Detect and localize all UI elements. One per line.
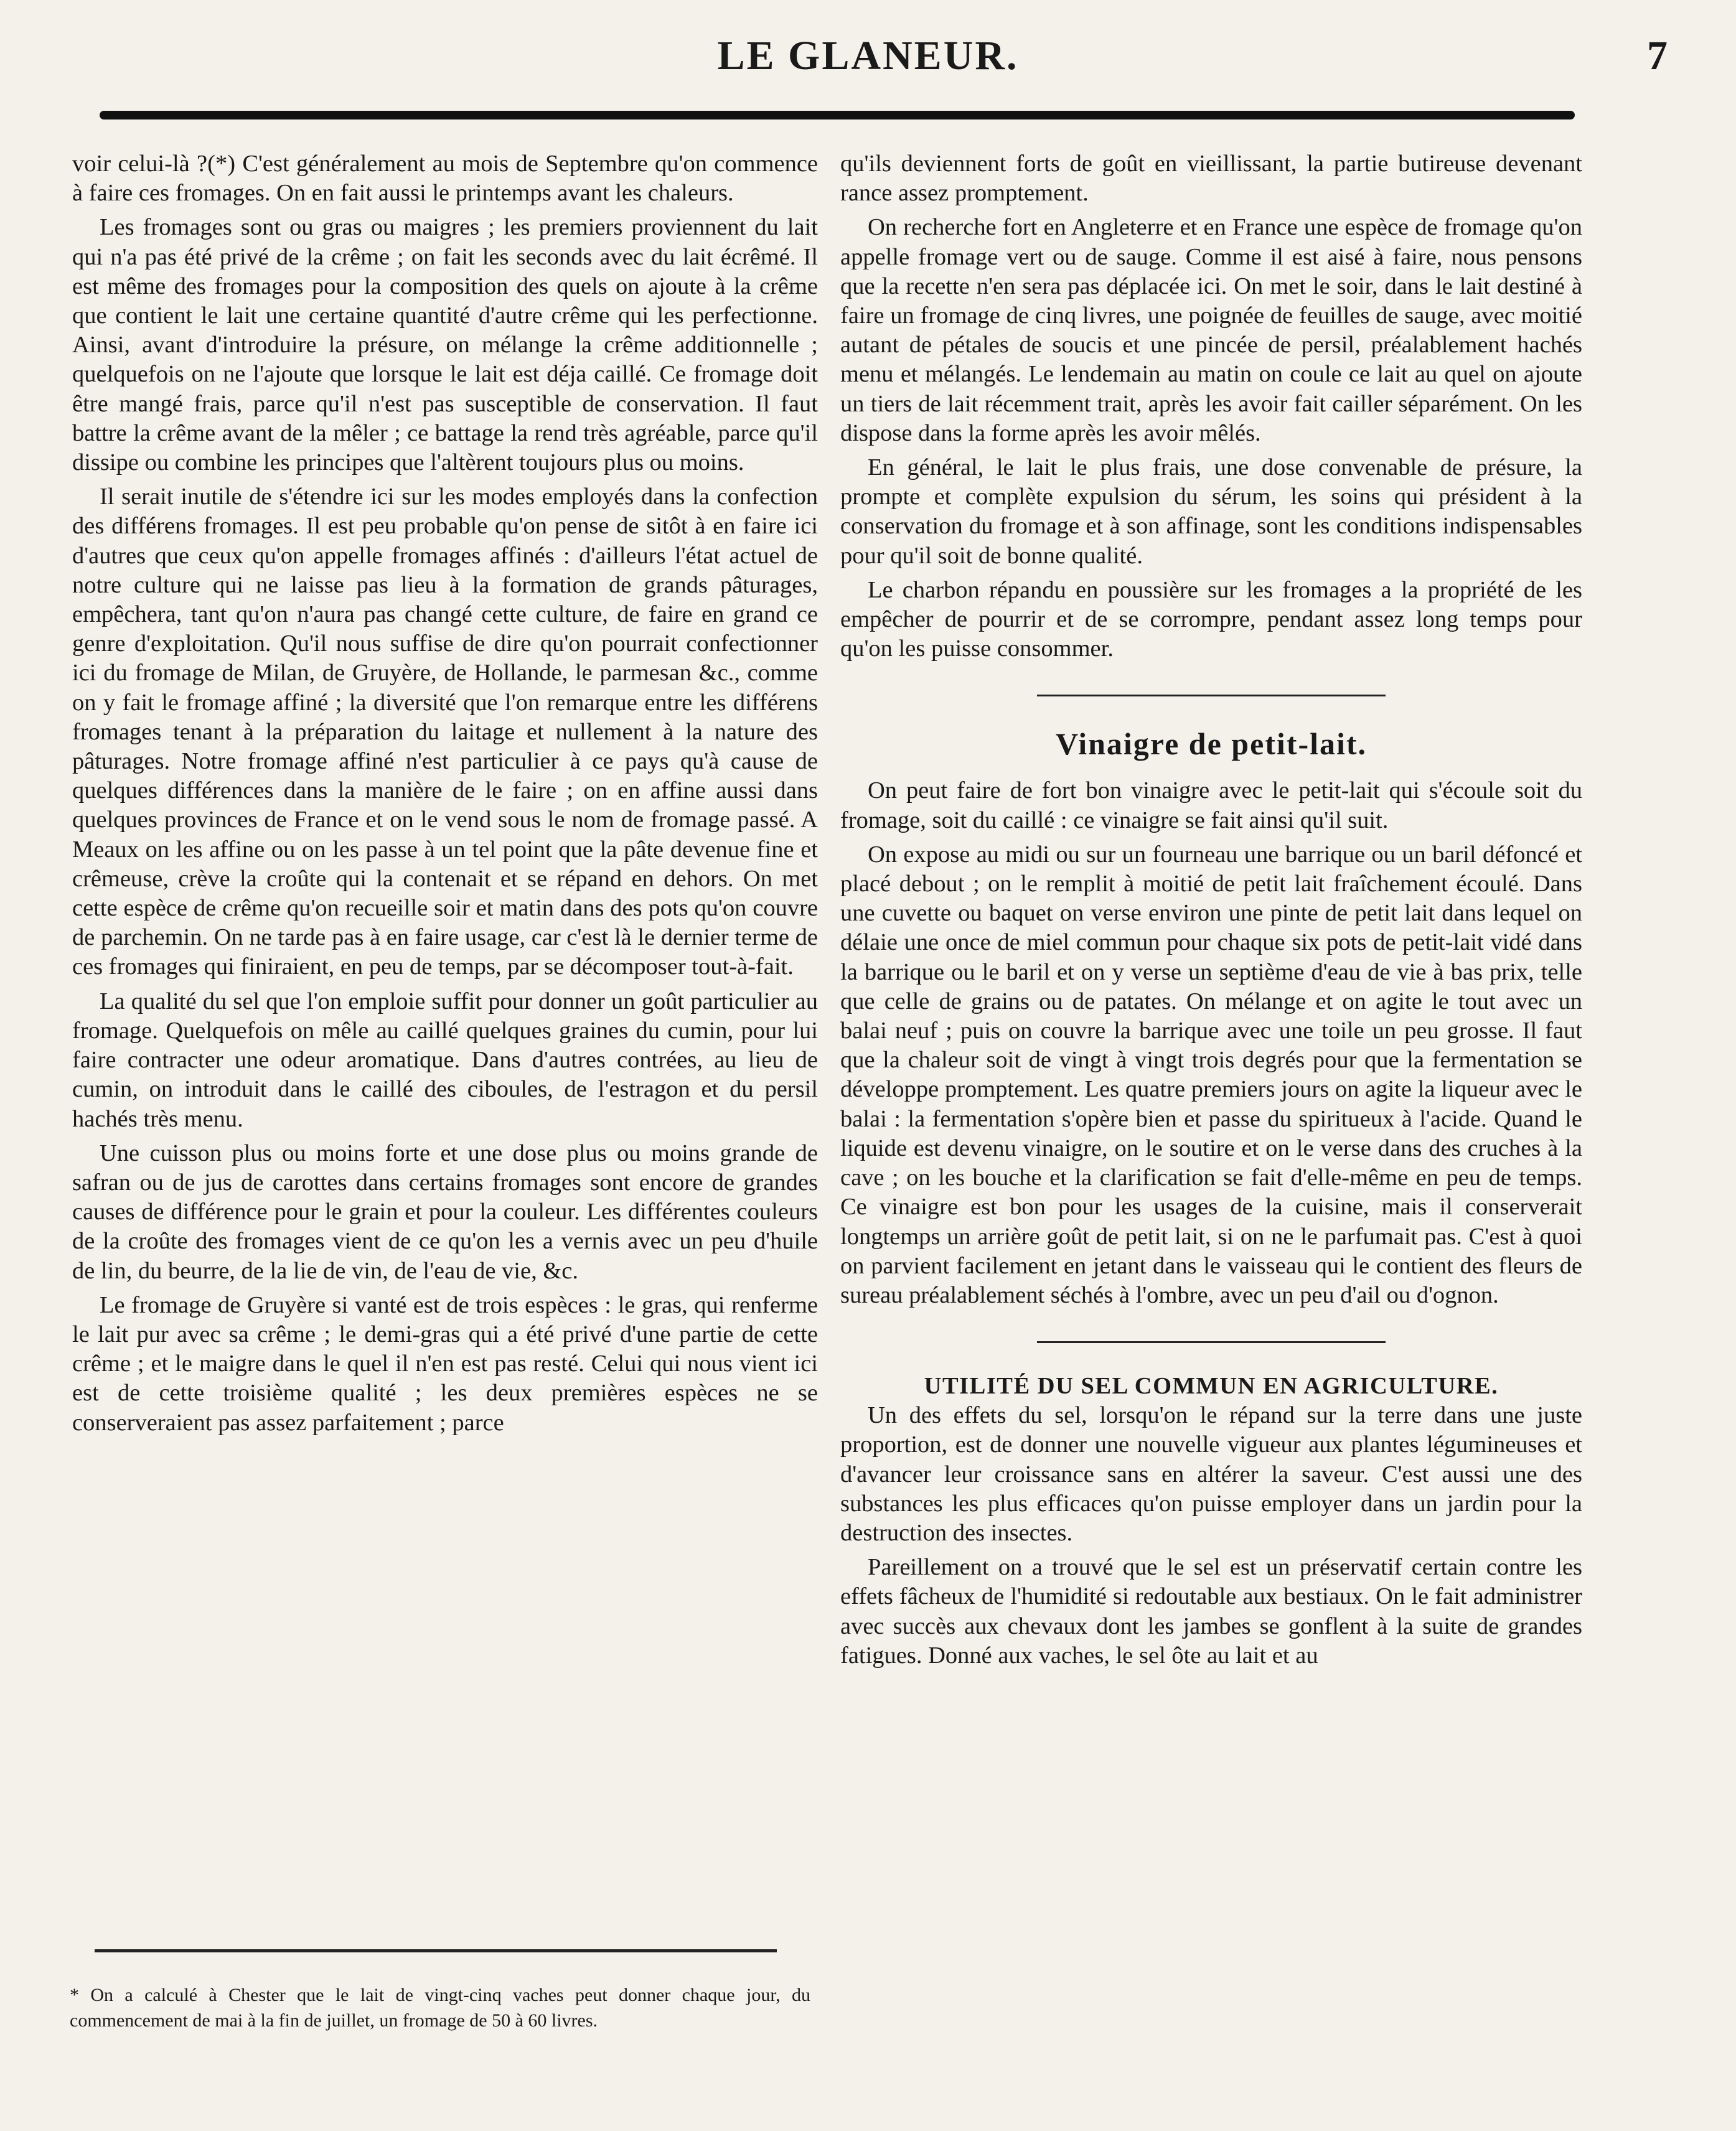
masthead-rule <box>100 111 1575 119</box>
paragraph: qu'ils deviennent forts de goût en vieillissant, la partie butireuse devenant rance assez promptement. <box>840 151 1582 207</box>
paragraph: En général, le lait le plus frais, une dose convenable de présure, la prompte et complète expulsion du sérum, les soins qui président à la conservation du fromage et à son affinage, sont les conditions indispensables pour qu'il soit de bonne qualité. <box>840 454 1582 569</box>
section-heading-utilite-du-sel: UTILITÉ DU SEL COMMUN EN AGRICULTURE. <box>924 1373 1499 1400</box>
paragraph: Il serait inutile de s'étendre ici sur les modes employés dans la confection des différens fromages. Il est peu probable qu'on pense de sitôt à en faire ici d'autres que ceux qu'on appelle fromages affinés : d'ailleurs l'état actuel de notre culture qui ne laisse pas lieu à la formation de grands pâturages, empêchera, tant qu'on n'aura pas changé cette culture, de faire en grand ce genre d'exploitation. Qu'il nous suffise de dire qu'on pourrait confectionner ici du fromage de Milan, de Gruyère, de Hollande, le parmesan &c., comme on y fait le fromage affiné ; la diversité que l'on remarque entre les différens fromages tenant à la préparation du laitage et nullement à la nature des pâturages. Notre fromage affiné n'est particulier à ce pays qu'à cause de quelques différences dans la manière de le faire ; on en affine aussi dans quelques provinces de France et on le vend sous le nom de fromage passé. A Meaux on les affine ou on les passe à un tel point que la pâte devenue fine et crêmeuse, crève la croûte qui la contenait et se répand en dehors. On met cette espèce de crême qu'on recueille soir et matin dans des pots qu'on couvre de parchemin. On ne tarde pas à en faire usage, car c'est là le dernier terme de ces fromages qui finiraient, en peu de temps, par se décomposer tout-à-fait. <box>72 484 818 980</box>
paragraph: Le fromage de Gruyère si vanté est de trois espèces : le gras, qui renferme le lait pur avec sa crême ; le demi-gras qui a été privé d'une partie de cette crême ; et le maigre dans le quel il n'en est pas resté. Celui qui nous vient ici est de cette troisième qualité ; les deux premières espèces ne se conserveraient pas assez parfaitement ; parce <box>72 1291 818 1436</box>
paragraph: On peut faire de fort bon vinaigre avec le petit-lait qui s'écoule soit du fromage, soit du caillé : ce vinaigre se fait ainsi qu'il suit. <box>840 777 1582 833</box>
paragraph: La qualité du sel que l'on emploie suffit pour donner un goût particulier au fromage. Quelquefois on mêle au caillé quelques graines du cumin, pour lui faire contracter une odeur aromatique. Dans d'autres contrées, au lieu de cumin, on introduit dans le caillé des ciboules, de l'estragon et du persil hachés très menu. <box>72 988 818 1132</box>
section-rule <box>1037 1341 1386 1343</box>
paragraph: Le charbon répandu en poussière sur les fromages a la propriété de les empêcher de pourrir et de se corrompre, pendant assez long temps pour qu'on les puisse consommer. <box>840 576 1582 662</box>
footnote-rule <box>95 1949 777 1952</box>
paragraph: Une cuisson plus ou moins forte et une dose plus ou moins grande de safran ou de jus de carottes dans certains fromages sont encore de grandes causes de différence pour le grain et pour la couleur. Les différentes couleurs de la croûte des fromages vient de ce qu'on les a vernis avec un peu d'huile de lin, du beurre, de la lie de vin, de l'eau de vie, &c. <box>72 1140 818 1284</box>
paragraph: voir celui-là ?(*) C'est généralement au mois de Septembre qu'on commence à faire ces fromages. On en fait aussi le printemps avant les chaleurs. <box>72 151 818 207</box>
section-rule <box>1037 695 1386 696</box>
paragraph: Les fromages sont ou gras ou maigres ; les premiers proviennent du lait qui n'a pas été privé de la crême ; on fait les seconds avec du lait écrêmé. Il est même des fromages pour la composition des quels on ajoute à la crême que contient le lait une certaine quantité d'autre crême qui les perfectionne. Ainsi, avant d'introduire la présure, on mélange la crême additionnelle ; quelquefois on ne l'ajoute que lorsque le lait est déja caillé. Ce fromage doit être mangé frais, parce qu'il n'est pas susceptible de conservation. Il faut battre la crême avant de la mêler ; ce battage la rend très agréable, parce qu'il dissipe ou combine les principes que l'altèrent toujours plus ou moins. <box>72 214 818 476</box>
paragraph: Pareillement on a trouvé que le sel est un préservatif certain contre les effets fâcheux de l'humidité si redoutable aux bestiaux. On le fait administrer avec succès aux chevaux dont les jambes se gonflent à la suite de grandes fatigues. Donné aux vaches, le sel ôte au lait et au <box>840 1554 1582 1669</box>
page-number: 7 <box>1647 33 1668 78</box>
paragraph: On recherche fort en Angleterre et en France une espèce de fromage qu'on appelle fromage vert ou de sauge. Comme il est aisé à faire, nous pensons que la recette n'en sera pas déplacée ici. On met le soir, dans le lait destiné à faire un fromage de cinq livres, une poignée de feuilles de sauge, avec moitié autant de pétales de soucis et une pincée de persil, préalablement hachés menu et mélangés. Le lendemain au matin on coule ce lait au quel on ajoute un tiers de lait récemment trait, après les avoir fait cailler séparément. On les dispose dans la forme après les avoir mêlés. <box>840 214 1582 446</box>
masthead-title: LE GLANEUR. <box>717 33 1019 78</box>
footnote: * On a calculé à Chester que le lait de vingt-cinq vaches peut donner chaque jour, du commencement de mai à la fin de juillet, un fromage de 50 à 60 livres. <box>70 1985 810 2031</box>
right-column <box>840 149 1582 1675</box>
paragraph: Un des effets du sel, lorsqu'on le répand sur la terre dans une juste proportion, est de donner une nouvelle vigueur aux plantes légumineuses et d'avancer leur croissance sans en altérer la saveur. C'est aussi une des substances les plus efficaces qu'on puisse employer dans un jardin pour la destruction des insectes. <box>840 1402 1582 1546</box>
paragraph: On expose au midi ou sur un fourneau une barrique ou un baril défoncé et placé debout ; on le remplit à moitié de petit lait fraîchement écoulé. Dans une cuvette ou baquet on verse environ une pinte de petit lait dans lequel on délaie une once de miel commun pour chaque six pots de petit-lait vidé dans la barrique ou le baril et on y verse un septième d'eau de vie à bas prix, telle que celle de grains ou de patates. On mélange et on agite le tout avec un balai neuf ; puis on couvre la barrique avec une toile un peu grosse. Il faut que la chaleur soit de vingt à vingt trois degrés pour que la fermentation se développe promptement. Les quatre premiers jours on agite la liqueur avec le balai : la fermentation s'opère bien et passe du spiritueux à l'acide. Quand le liquide est devenu vinaigre, on le soutire et on le verse dans des cruches à la cave ; on les bouche et la clarification se fait d'elle-même en peu de temps. Ce vinaigre est bon pour les usages de la cuisine, mais il conserverait longtemps un arrière goût de petit lait, si on ne le parfumait pas. C'est à quoi on parvient facilement en jetant dans le vaisseau qui le contient des fleurs de sureau préalablement séchés à l'ombre, avec un peu d'ail ou d'ognon. <box>840 841 1582 1308</box>
left-column <box>72 149 818 1443</box>
section-heading-vinaigre: Vinaigre de petit-lait. <box>1055 726 1368 762</box>
